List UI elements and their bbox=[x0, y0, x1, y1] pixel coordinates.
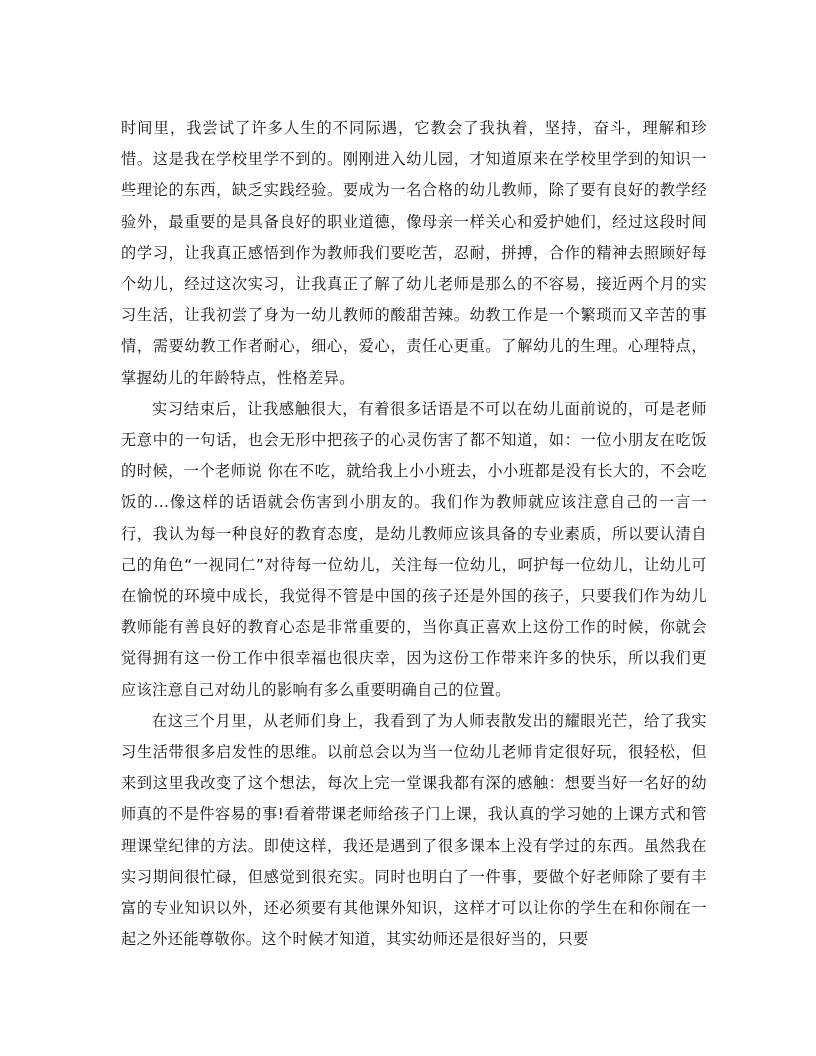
paragraph-1: 时间里，我尝试了许多人生的不同际遇，它教会了我执着，坚持，奋斗，理解和珍惜。这是我在学校里学不到的。刚刚进入幼儿园，才知道原来在学校里学到的知识一些理论的东西，缺乏实践经验。要成为一名合格的幼儿教师，除了要有良好的教学经验外，最重要的是具备良好的职业道德，像母亲一样关心和爱护她们，经过这段时间的学习，让我真正感悟到作为教师我们要吃苦，忍耐，拼搏，合作的精神去照顾好每个幼儿，经过这次实习，让我真正了解了幼儿老师是那么的不容易，接近两个月的实习生活，让我初尝了身为一幼儿教师的酸甜苦辣。幼教工作是一个繁琐而又辛苦的事情，需要幼教工作者耐心，细心，爱心，责任心更重。了解幼儿的生理。心理特点，掌握幼儿的年龄特点，性格差异。 bbox=[121, 119, 707, 387]
document-body bbox=[121, 113, 707, 955]
paragraph-3: 在这三个月里，从老师们身上，我看到了为人师表散发出的耀眼光芒，给了我实习生活带很多启发性的思维。以前总会以为当一位幼儿老师肯定很好玩，很轻松，但来到这里我改变了这个想法，每次上完一堂课我都有深的感触：想要当好一名好的幼师真的不是件容易的事!看着带课老师给孩子门上课，我认真的学习她的上课方式和管理课堂纪律的方法。即使这样，我还是遇到了很多课本上没有学过的东西。虽然我在实习期间很忙碌，但感觉到很充实。同时也明白了一件事，要做个好老师除了要有丰富的专业知识以外，还必须要有其他课外知识，这样才可以让你的学生在和你闹在一起之外还能尊敬你。这个时候才知道，其实幼师还是很好当的，只要 bbox=[121, 711, 707, 949]
paragraph-2: 实习结束后，让我感触很大，有着很多话语是不可以在幼儿面前说的，可是老师无意中的一句话，也会无形中把孩子的心灵伤害了都不知道，如：一位小朋友在吃饭的时候，一个老师说 你在不吃，就给我上小小班去，小小班都是没有长大的，不会吃饭的...像这样的话语就会伤害到小朋友的。我们作为教师就应该注意自己的一言一行，我认为每一种良好的教育态度，是幼儿教师应该具备的专业素质，所以要认清自己的角色“一视同仁”对待每一位幼儿，关注每一位幼儿，呵护每一位幼儿，让幼儿可在愉悦的环境中成长，我觉得不管是中国的孩子还是外国的孩子，只要我们作为幼儿教师能有善良好的教育心态是非常重要的，当你真正喜欢上这份工作的时候，你就会觉得拥有这一份工作中很幸福也很庆幸，因为这份工作带来许多的快乐，所以我们更应该注意自己对幼儿的影响有多么重要明确自己的位置。 bbox=[121, 399, 707, 699]
